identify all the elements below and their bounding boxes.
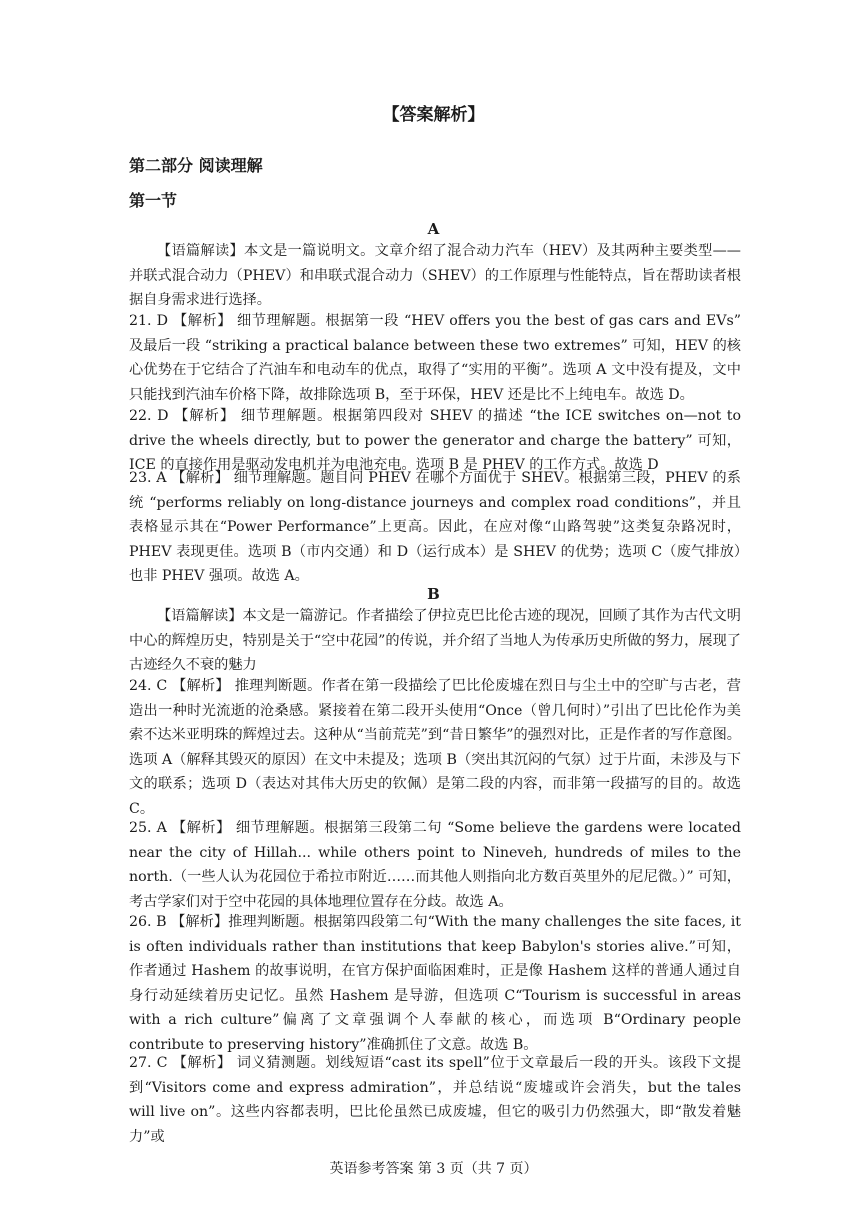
answer-24: 24. C 【解析】 推理判断题。作者在第一段描绘了巴比伦废墟在烈日与尘土中的空旷与古老，营造出一种时光流逝的沧桑感。紧接着在第二段开头使用“Once（曾几何时）”引出了巴比伦作为美索不达米亚明珠的辉煌过去。这种从“当前荒芜”到“昔日繁华”的强烈对比，正是作者的写作意图。选项 A（解释其毁灭的原因）在文中未提及；选项 B（突出其沉闷的气氛）过于片面，未涉及与下文的联系；选项 D（表达对其伟大历史的钦佩）是第二段的内容，而非第一段描写的目的。故选 C。	[129, 678, 741, 817]
section-heading: 第一节	[129, 191, 178, 210]
passage-a-summary: 【语篇解读】本文是一篇说明文。文章介绍了混合动力汽车（HEV）及其两种主要类型——并联式混合动力（PHEV）和串联式混合动力（SHEV）的工作原理与性能特点，旨在帮助读者根据自身需求进行选择。	[129, 243, 741, 309]
passage-b-summary: 【语篇解读】本文是一篇游记。作者描绘了伊拉克巴比伦古迹的现况，回顾了其作为古代文明中心的辉煌历史，特别是关于“空中花园”的传说，并介绍了当地人为传承历史所做的努力，展现了古迹经久不衰的魅力	[129, 608, 741, 674]
answer-22: 22. D 【解析】 细节理解题。根据第四段对 SHEV 的描述 “the ICE switches on—not to drive the wheels directly, but to power the generator and charge the battery” 可知，ICE 的直接作用是驱动发电机并为电池充电。选项 B 是 PHEV 的工作方式。故选 D	[129, 408, 741, 474]
page-footer: 英语参考答案 第 3 页（共 7 页）	[329, 1161, 538, 1177]
answer-21: 21. D 【解析】 细节理解题。根据第一段 “HEV offers you the best of gas cars and EVs” 及最后一段 “striking a practical balance between these two extremes” 可知，HEV 的核心优势在于它结合了汽油车和电动车的优点，取得了“实用的平衡”。选项 A 文中没有提及，文中只能找到汽油车价格下降，故排除选项 B，至于环保，HEV 还是比不上纯电车。故选 D。	[129, 313, 741, 403]
document-title: 【答案解析】	[382, 105, 485, 125]
passage-b-letter: B	[427, 585, 440, 603]
answer-27: 27. C 【解析】 词义猜测题。划线短语“cast its spell”位于文章最后一段的开头。该段下文提到“Visitors come and express admiration”，并总结说“废墟或许会消失，but the tales will live on”。这些内容都表明，巴比伦虽然已成废墟，但它的吸引力仍然强大，即“散发着魅力”或	[129, 1055, 741, 1145]
answer-26: 26. B 【解析】推理判断题。根据第四段第二句“With the many challenges the site faces, it is often individuals rather than institutions that keep Babylon's stories alive.”可知，作者通过 Hashem 的故事说明，在官方保护面临困难时，正是像 Hashem 这样的普通人通过自身行动延续着历史记忆。虽然 Hashem 是导游，但选项 C“Tourism is successful in areas with a rich culture”偏离了文章强调个人奉献的核心，而选项 B“Ordinary people contribute to preserving history”准确抓住了文意。故选 B。	[129, 914, 741, 1053]
answer-23: 23. A 【解析】 细节理解题。题目问 PHEV 在哪个方面优于 SHEV。根据第三段，PHEV 的系统 “performs reliably on long-distance journeys and complex road conditions”，并且表格显示其在“Power Performance”上更高。因此，在应对像“山路驾驶”这类复杂路况时，PHEV 表现更佳。选项 B（市内交通）和 D（运行成本）是 SHEV 的优势；选项 C（废气排放）也非 PHEV 强项。故选 A。	[129, 470, 741, 585]
passage-a-letter: A	[427, 220, 440, 238]
answer-25: 25. A 【解析】 细节理解题。根据第三段第二句 “Some believe the gardens were located near the city of Hillah... while others point to Nineveh, hundreds of miles to the north.（一些人认为花园位于希拉市附近……而其他人则指向北方数百英里外的尼尼微。）” 可知，考古学家们对于空中花园的具体地理位置存在分歧。故选 A。	[129, 820, 741, 910]
part-heading: 第二部分 阅读理解	[129, 156, 263, 175]
